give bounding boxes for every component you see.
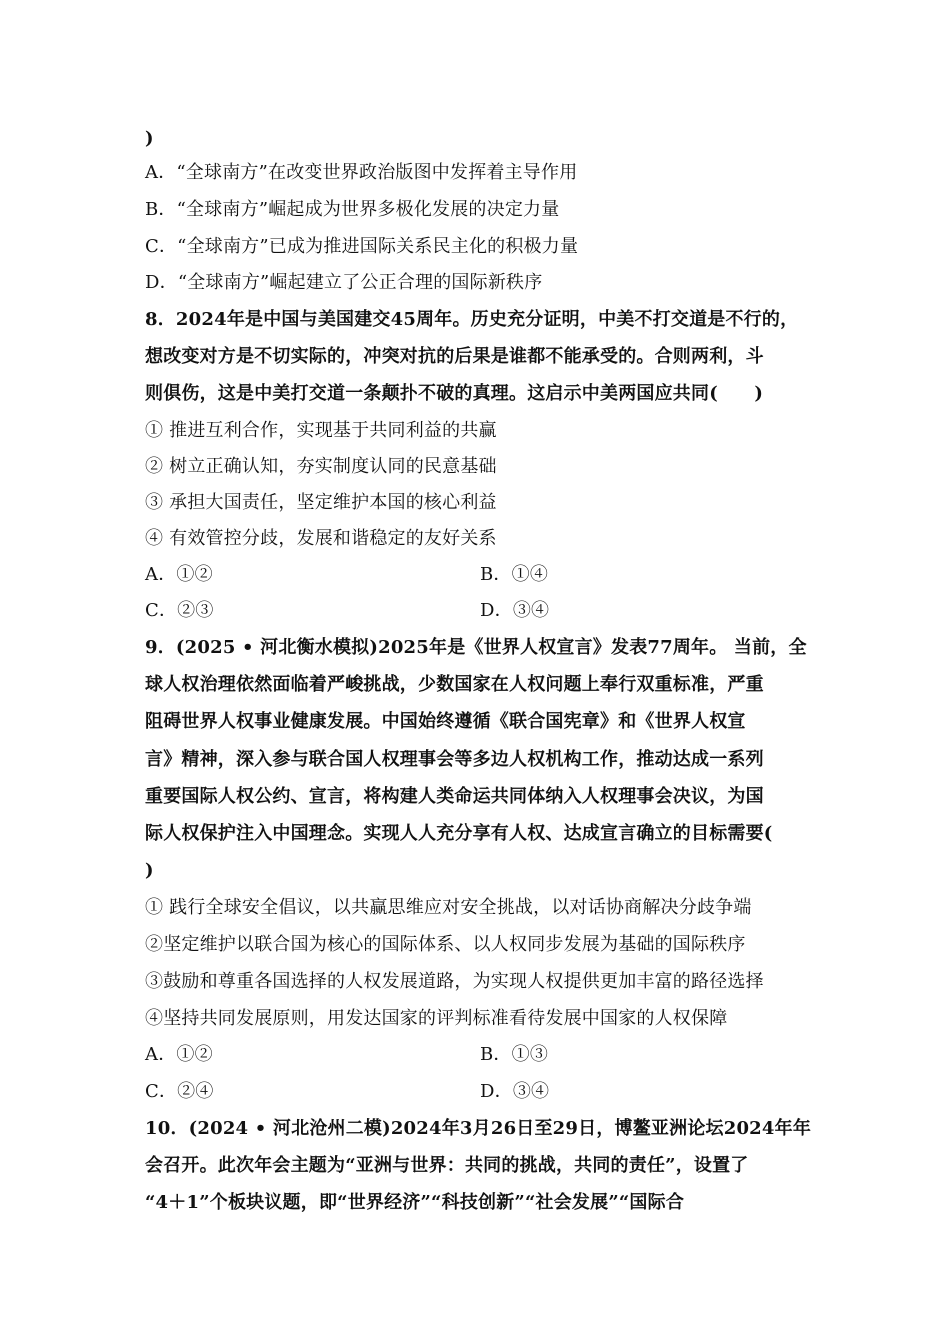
q7-close-paren: ) bbox=[145, 128, 154, 149]
q7-option-c: C．“全球南方”已成为推进国际关系民主化的积极力量 bbox=[145, 236, 579, 257]
q10-stem-line-2: 会召开。此次年会主题为“亚洲与世界：共同的挑战，共同的责任”，设置了 bbox=[145, 1155, 749, 1176]
q9-choice-a: A．①② bbox=[145, 1044, 213, 1065]
q9-choice-c: C．②④ bbox=[145, 1081, 214, 1102]
q10-stem-line-1: 10．(2024 • 河北沧州二模)2024年3月26日至29日，博鳌亚洲论坛2024年年 bbox=[145, 1118, 812, 1139]
q9-stem-line-3: 阻碍世界人权事业健康发展。中国始终遵循《联合国宪章》和《世界人权宣 bbox=[145, 711, 746, 732]
q9-stem-line-5: 重要国际人权公约、宣言，将构建人类命运共同体纳入人权理事会决议，为国 bbox=[145, 786, 764, 807]
q9-stem-line-6: 际人权保护注入中国理念。实现人人充分享有人权、达成宣言确立的目标需要( bbox=[145, 823, 773, 844]
q9-stem-line-1: 9．(2025 • 河北衡水模拟)2025年是《世界人权宣言》发表77周年。 当前，全 bbox=[145, 637, 807, 658]
q8-stem-line-2: 想改变对方是不切实际的，冲突对抗的后果是谁都不能承受的。合则两利，斗 bbox=[145, 346, 764, 367]
q8-statement-3: ③ 承担大国责任，坚定维护本国的核心利益 bbox=[145, 492, 497, 513]
q9-stem-line-2: 球人权治理依然面临着严峻挑战，少数国家在人权问题上奉行双重标准，严重 bbox=[145, 674, 764, 695]
q8-choice-d: D．③④ bbox=[480, 600, 550, 621]
q7-option-d: D．“全球南方”崛起建立了公正合理的国际新秩序 bbox=[145, 272, 543, 293]
q9-statement-3: ③鼓励和尊重各国选择的人权发展道路，为实现人权提供更加丰富的路径选择 bbox=[145, 971, 764, 992]
q8-statement-4: ④ 有效管控分歧，发展和谐稳定的友好关系 bbox=[145, 528, 497, 549]
q7-option-b: B．“全球南方”崛起成为世界多极化发展的决定力量 bbox=[145, 199, 560, 220]
q8-stem-line-3: 则俱伤，这是中美打交道一条颠扑不破的真理。这启示中美两国应共同( ) bbox=[145, 383, 764, 404]
q9-choice-d: D．③④ bbox=[480, 1081, 550, 1102]
q8-choice-c: C．②③ bbox=[145, 600, 214, 621]
q8-statement-2: ② 树立正确认知，夯实制度认同的民意基础 bbox=[145, 456, 497, 477]
q9-choice-b: B．①③ bbox=[480, 1044, 549, 1065]
q9-stem-line-7: ) bbox=[145, 860, 154, 881]
q9-statement-4: ④坚持共同发展原则，用发达国家的评判标准看待发展中国家的人权保障 bbox=[145, 1008, 728, 1029]
q10-stem-line-3: “4＋1”个板块议题，即“世界经济”“科技创新”“社会发展”“国际合 bbox=[145, 1192, 685, 1213]
q8-stem-line-1: 8．2024年是中国与美国建交45周年。历史充分证明，中美不打交道是不行的， bbox=[145, 309, 799, 330]
q8-choice-a: A．①② bbox=[145, 564, 213, 585]
q8-choice-b: B．①④ bbox=[480, 564, 549, 585]
q8-statement-1: ① 推进互利合作，实现基于共同利益的共赢 bbox=[145, 420, 497, 441]
q7-option-a: A．“全球南方”在改变世界政治版图中发挥着主导作用 bbox=[145, 162, 578, 183]
q9-statement-2: ②坚定维护以联合国为核心的国际体系、以人权同步发展为基础的国际秩序 bbox=[145, 934, 746, 955]
q9-stem-line-4: 言》精神，深入参与联合国人权理事会等多边人权机构工作，推动达成一系列 bbox=[145, 749, 764, 770]
q9-statement-1: ① 践行全球安全倡议，以共赢思维应对安全挑战，以对话协商解决分歧争端 bbox=[145, 897, 752, 918]
